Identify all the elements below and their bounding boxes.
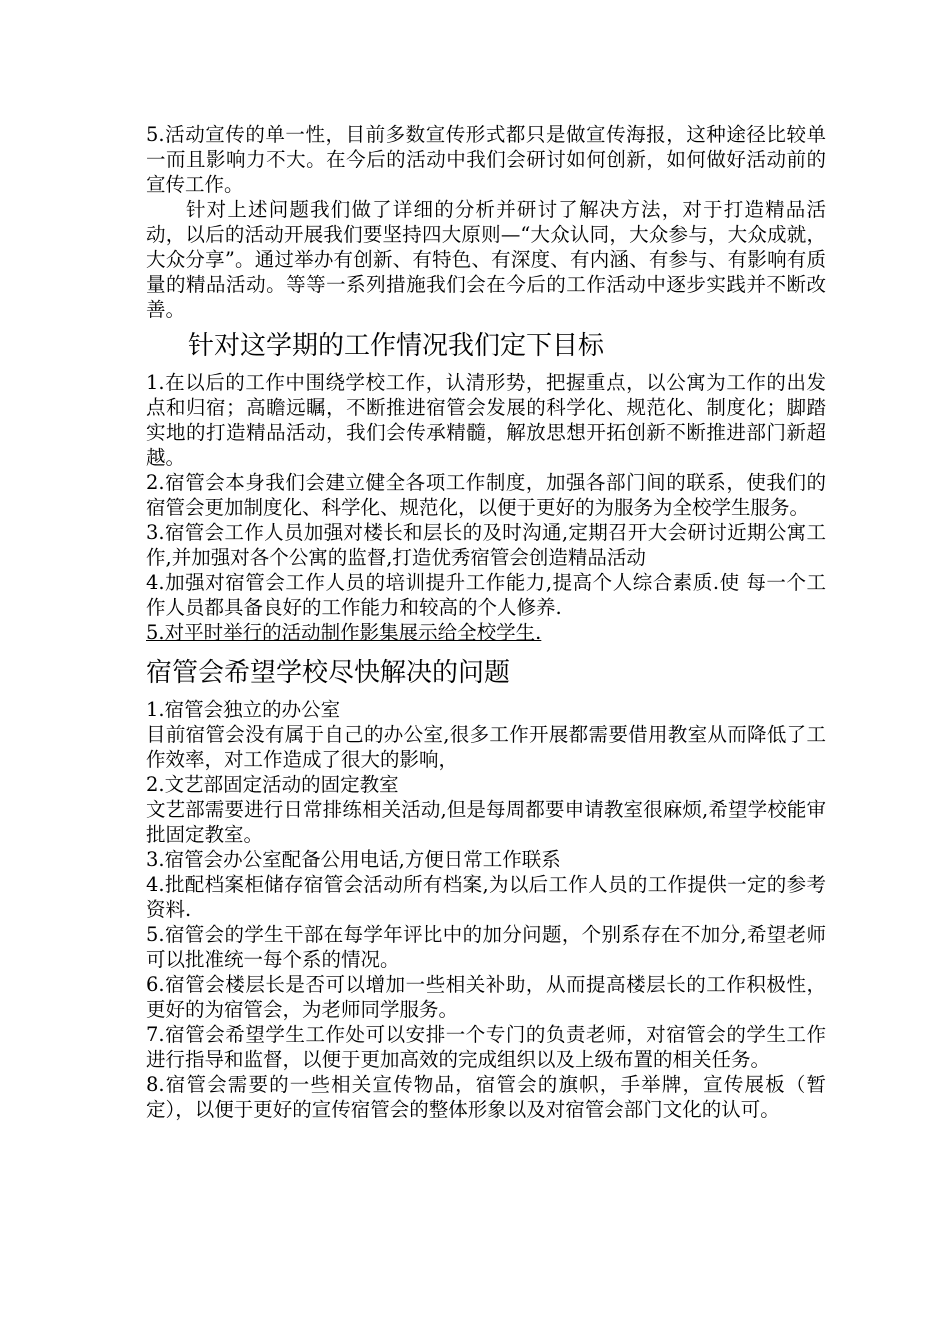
issue-item-2-detail: 文艺部需要进行日常排练相关活动,但是每周都要申请教室很麻烦,希望学校能审批固定教室。 [146,798,826,846]
intro-paragraph-5: 5.活动宣传的单一性，目前多数宣传形式都只是做宣传海报，这种途径比较单一而且影响力不大。在今后的活动中我们会研讨如何创新，如何做好活动前的宣传工作。 [146,123,826,196]
issue-item-6: 6.宿管会楼层长是否可以增加一些相关补助，从而提高楼层长的工作积极性，更好的为宿管会，为老师同学服务。 [146,973,826,1021]
issue-item-5: 5.宿管会的学生干部在每学年评比中的加分问题，个别系存在不加分,希望老师可以批准统一每个系的情况。 [146,923,826,971]
issue-item-8: 8.宿管会需要的一些相关宣传物品，宿管会的旗帜，手举牌，宣传展板（暂定），以便于更好的宣传宿管会的整体形象以及对宿管会部门文化的认可。 [146,1073,826,1121]
goal-item-1: 1.在以后的工作中围绕学校工作，认清形势，把握重点，以公寓为工作的出发点和归宿；高瞻远瞩，不断推进宿管会发展的科学化、规范化、制度化；脚踏实地的打造精品活动，我们会传承精髓，解放思想开拓创新不断推进部门新超越。 [146,371,826,469]
issue-item-1-title: 1.宿管会独立的办公室 [146,698,341,721]
issues-heading: 宿管会希望学校尽快解决的问题 [146,658,511,688]
issue-item-2-title: 2.文艺部固定活动的固定教室 [146,773,399,796]
issue-item-4: 4.批配档案柜储存宿管会活动所有档案,为以后工作人员的工作提供一定的参考资料. [146,873,826,921]
document-page [146,122,826,1122]
goal-item-3: 3.宿管会工作人员加强对楼长和层长的及时沟通,定期召开大会研讨近期公寓工作,并加强对各个公寓的监督,打造优秀宿管会创造精品活动 [146,521,826,569]
issue-item-7: 7.宿管会希望学生工作处可以安排一个专门的负责老师，对宿管会的学生工作进行指导和监督，以便于更加高效的完成组织以及上级布置的相关任务。 [146,1023,826,1071]
goals-heading: 针对这学期的工作情况我们定下目标 [188,331,605,361]
goal-item-5: 5.对平时举行的活动制作影集展示给全校学生. [146,621,542,644]
goal-item-2: 2.宿管会本身我们会建立健全各项工作制度，加强各部门间的联系，使我们的宿管会更加制度化、科学化、规范化，以便于更好的为服务为全校学生服务。 [146,471,826,519]
issue-item-1-detail: 目前宿管会没有属于自己的办公室,很多工作开展都需要借用教室从而降低了工作效率，对工作造成了很大的影响， [146,723,826,771]
goal-item-4: 4.加强对宿管会工作人员的培训提升工作能力,提高个人综合素质.使 每一个工作人员都具备良好的工作能力和较高的个人修养. [146,571,826,619]
issue-item-3: 3.宿管会办公室配备公用电话,方便日常工作联系 [146,848,561,871]
analysis-paragraph: 针对上述问题我们做了详细的分析并研讨了解决方法，对于打造精品活动，以后的活动开展我们要坚持四大原则—“大众认同，大众参与，大众成就，大众分享”。通过举办有创新、有特色、有深度、有内涵、有参与、有影响有质量的精品活动。等等一系列措施我们会在今后的工作活动中逐步实践并不断改善。 [146,198,826,321]
